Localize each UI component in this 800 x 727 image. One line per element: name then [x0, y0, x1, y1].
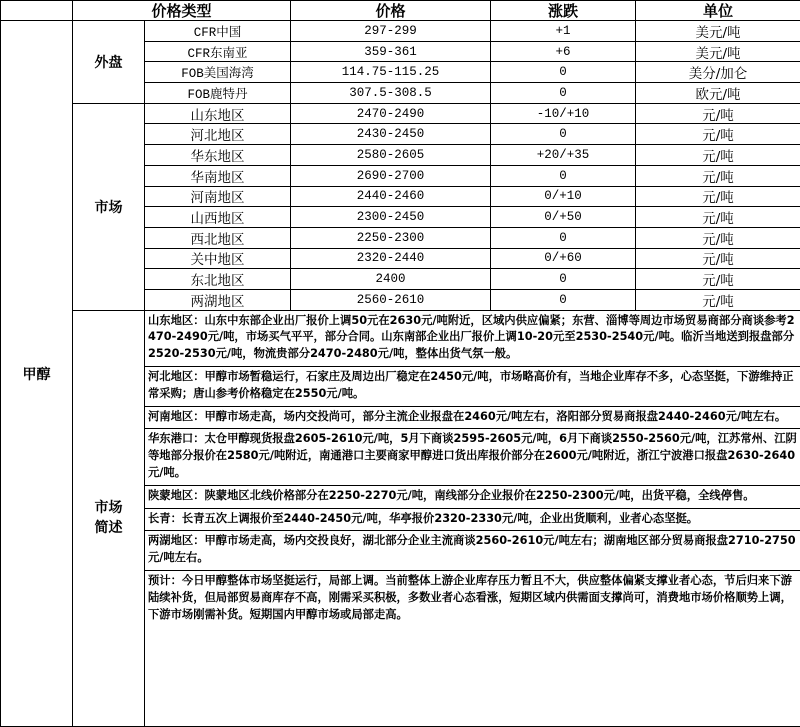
- market-price: 2300-2450: [291, 207, 491, 228]
- foreign-price: 297-299: [291, 21, 491, 42]
- market-region: 山东地区: [145, 104, 291, 125]
- market-region: 华东地区: [145, 145, 291, 166]
- foreign-region: FOB鹿特丹: [145, 83, 291, 104]
- market-price: 2580-2605: [291, 145, 491, 166]
- header-type: 价格类型: [73, 1, 291, 21]
- foreign-unit: 美分/加仑: [636, 62, 800, 83]
- market-price: 2430-2450: [291, 124, 491, 145]
- header-price: 价格: [291, 1, 491, 21]
- market-change: 0: [491, 166, 636, 187]
- market-unit: 元/吨: [636, 269, 800, 290]
- market-change: 0: [491, 269, 636, 290]
- market-unit: 元/吨: [636, 145, 800, 166]
- market-unit: 元/吨: [636, 187, 800, 208]
- group-foreign: 外盘: [73, 21, 145, 104]
- market-change: 0: [491, 124, 636, 145]
- market-price: 2470-2490: [291, 104, 491, 125]
- market-change: 0: [491, 228, 636, 249]
- market-unit: 元/吨: [636, 166, 800, 187]
- foreign-region: CFR东南亚: [145, 42, 291, 63]
- market-region: 山西地区: [145, 207, 291, 228]
- header-unit: 单位: [636, 1, 800, 21]
- product-label: 甲醇: [1, 21, 73, 727]
- market-price: 2690-2700: [291, 166, 491, 187]
- foreign-change: +1: [491, 21, 636, 42]
- market-change: 0/+60: [491, 249, 636, 270]
- header-blank: [1, 1, 73, 21]
- foreign-region: CFR中国: [145, 21, 291, 42]
- foreign-change: 0: [491, 62, 636, 83]
- market-region: 关中地区: [145, 249, 291, 270]
- summary-paragraph: 华东港口：太仓甲醇现货报盘2605-2610元/吨，5月下商谈2595-2605元/吨，6月下商谈2550-2560元/吨，江苏常州、江阴等地部分报价在2580元/吨附近，南通港口主要商家甲醇进口货出库报价部分在2600元/吨附近，浙江宁波港口报盘2630-2640元/吨。: [145, 429, 800, 485]
- header-change: 涨跌: [491, 1, 636, 21]
- market-region: 东北地区: [145, 269, 291, 290]
- market-unit: 元/吨: [636, 104, 800, 125]
- market-unit: 元/吨: [636, 207, 800, 228]
- market-change: +20/+35: [491, 145, 636, 166]
- market-region: 河北地区: [145, 124, 291, 145]
- market-price: 2560-2610: [291, 290, 491, 311]
- market-change: 0/+50: [491, 207, 636, 228]
- foreign-price: 359-361: [291, 42, 491, 63]
- foreign-unit: 美元/吨: [636, 42, 800, 63]
- foreign-change: +6: [491, 42, 636, 63]
- market-region: 两湖地区: [145, 290, 291, 311]
- market-unit: 元/吨: [636, 249, 800, 270]
- summary-paragraph: 陕蒙地区：陕蒙地区北线价格部分在2250-2270元/吨，南线部分企业报价在2250-2300元/吨，出货平稳，全线停售。: [145, 486, 800, 509]
- summary-paragraph: 河南地区：甲醇市场走高，场内交投尚可，部分主流企业报盘在2460元/吨左右，洛阳部分贸易商报盘2440-2460元/吨左右。: [145, 407, 800, 430]
- market-price: 2320-2440: [291, 249, 491, 270]
- summary-paragraph: 山东地区：山东中东部企业出厂报价上调50元在2630元/吨附近，区域内供应偏紧；东营、淄博等周边市场贸易商部分商谈参考2470-2490元/吨，市场买气平平，部分合同。山东南部企业出厂报价上调10-20元至2530-2540元/吨。临沂当地送到报盘部分2520-2530元/吨，物流贵部分2470-2480元/吨，整体出货气氛一般。: [145, 311, 800, 367]
- market-change: 0/+10: [491, 187, 636, 208]
- market-change: -10/+10: [491, 104, 636, 125]
- summary-paragraph: 河北地区：甲醇市场暂稳运行，石家庄及周边出厂稳定在2450元/吨，市场略高价有，当地企业库存不多，心态坚挺，下游维持正常采购；唐山参考价格稳定在2550元/吨。: [145, 367, 800, 407]
- group-market: 市场: [73, 104, 145, 311]
- market-price: 2400: [291, 269, 491, 290]
- foreign-unit: 美元/吨: [636, 21, 800, 42]
- summary-paragraph: 两湖地区：甲醇市场走高，场内交投良好，湖北部分企业主流商谈2560-2610元/吨左右；湖南地区部分贸易商报盘2710-2750元/吨左右。: [145, 531, 800, 571]
- summary-paragraph: 预计：今日甲醇整体市场坚挺运行，局部上调。当前整体上游企业库存压力暂且不大，供应整体偏紧支撑业者心态，节后归来下游陆续补货，但局部贸易商库存不高，刚需采买积极，多数业者心态看涨，短期区域内供需面支撑尚可，消费地市场价格顺势上调，下游市场刚需补货。短期国内甲醇市场或局部走高。: [148, 573, 792, 621]
- market-change: 0: [491, 290, 636, 311]
- foreign-price: 114.75-115.25: [291, 62, 491, 83]
- market-unit: 元/吨: [636, 124, 800, 145]
- summary-block: [145, 311, 800, 727]
- market-price: 2250-2300: [291, 228, 491, 249]
- market-region: 河南地区: [145, 187, 291, 208]
- foreign-unit: 欧元/吨: [636, 83, 800, 104]
- market-price: 2440-2460: [291, 187, 491, 208]
- market-region: 华南地区: [145, 166, 291, 187]
- summary-paragraph: 长青：长青五次上调报价至2440-2450元/吨，华亭报价2320-2330元/吨，企业出货顺利，业者心态坚挺。: [145, 509, 800, 532]
- market-unit: 元/吨: [636, 228, 800, 249]
- foreign-price: 307.5-308.5: [291, 83, 491, 104]
- foreign-region: FOB美国海湾: [145, 62, 291, 83]
- group-summary: 市场简述: [73, 311, 145, 727]
- market-unit: 元/吨: [636, 290, 800, 311]
- foreign-change: 0: [491, 83, 636, 104]
- market-region: 西北地区: [145, 228, 291, 249]
